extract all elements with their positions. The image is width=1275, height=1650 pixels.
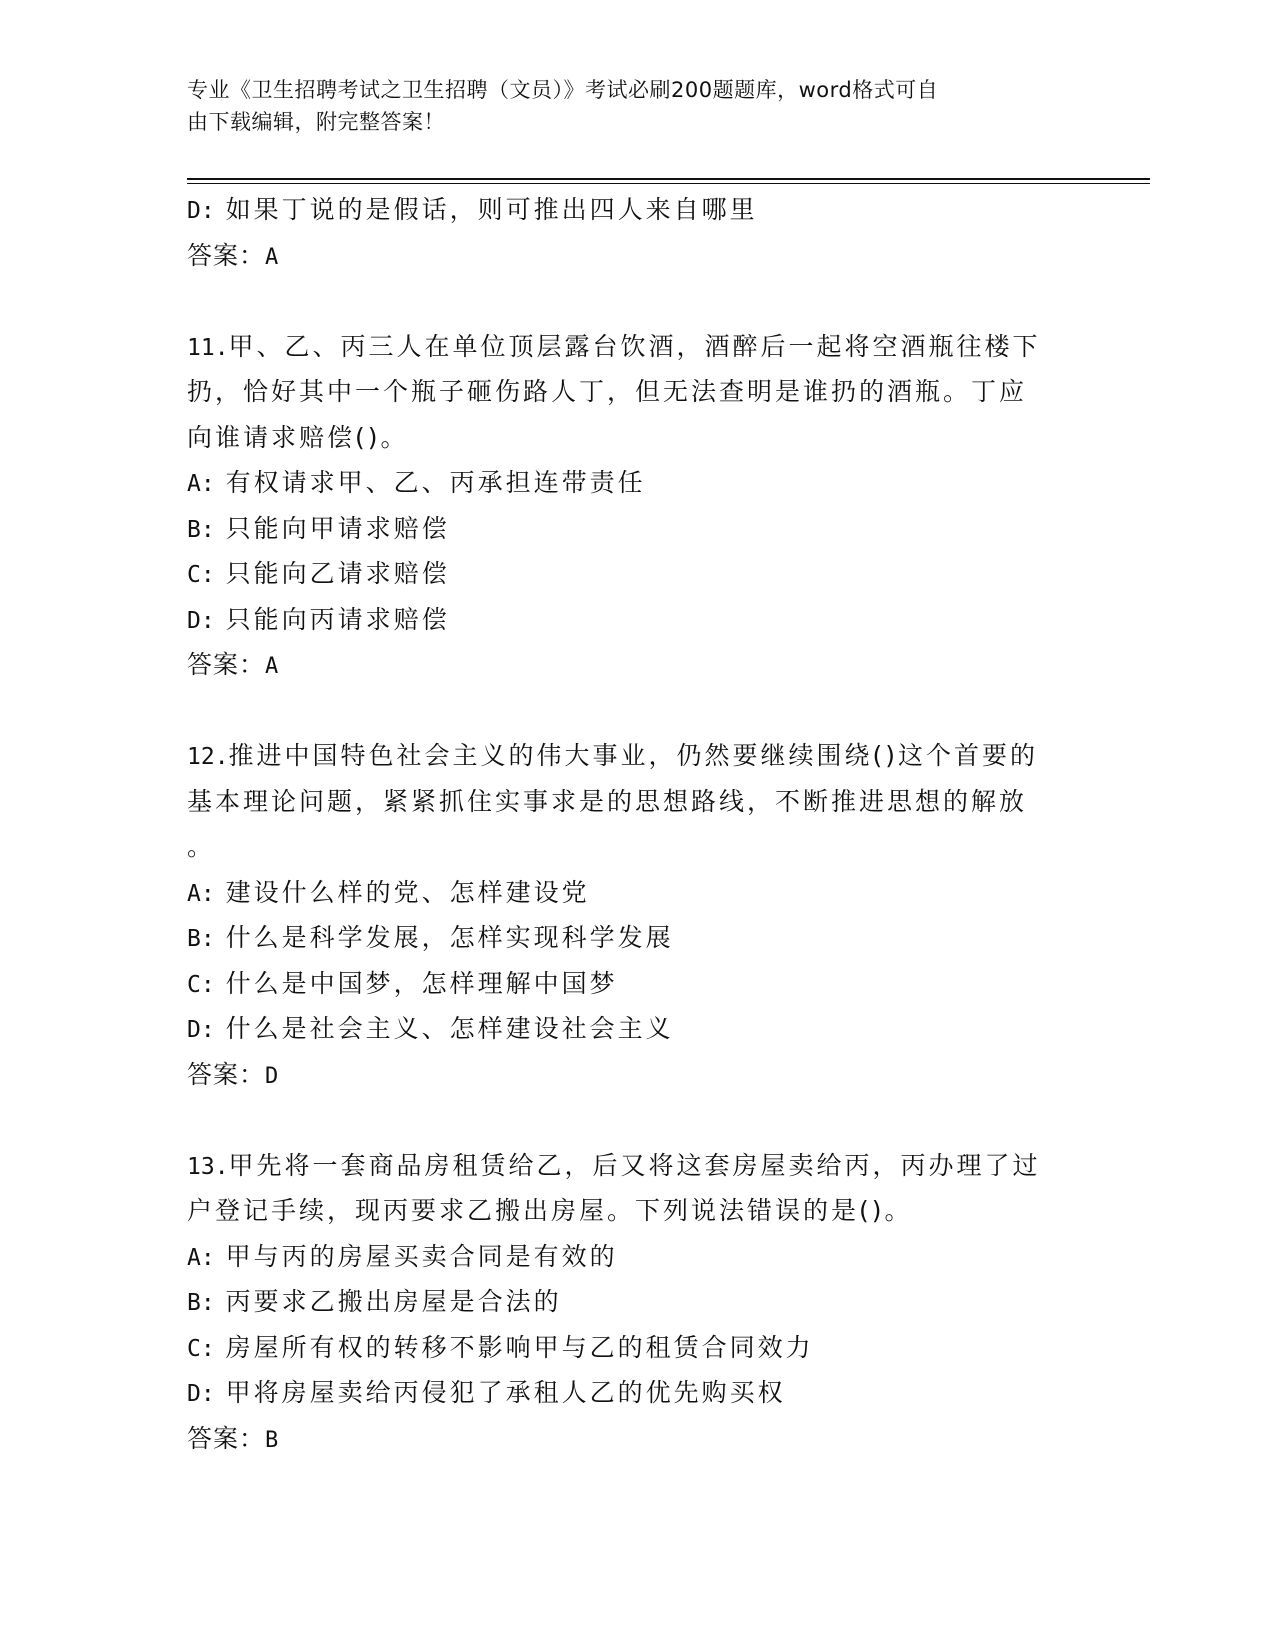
option-a bbox=[187, 870, 1087, 916]
answer-label: 答案： bbox=[187, 1059, 266, 1089]
option-label: A: bbox=[187, 471, 215, 497]
question-content bbox=[187, 187, 1087, 1461]
option-label: B: bbox=[187, 516, 215, 543]
option-label: C: bbox=[187, 562, 215, 588]
option-b bbox=[187, 506, 1087, 552]
option-text: 房屋所有权的转移不影响甲与乙的租赁合同效力 bbox=[225, 1332, 814, 1362]
question-number: 11. bbox=[187, 334, 229, 361]
option-label: D: bbox=[187, 607, 215, 634]
option-d bbox=[187, 597, 1087, 643]
answer bbox=[187, 1416, 1087, 1462]
option-b bbox=[187, 1279, 1087, 1325]
answer-value: B bbox=[265, 1427, 280, 1453]
option-label: A: bbox=[187, 880, 215, 907]
option-label: A: bbox=[187, 1244, 215, 1271]
document-header bbox=[187, 74, 1067, 138]
option-c bbox=[187, 1325, 1087, 1371]
option-text: 甲与丙的房屋买卖合同是有效的 bbox=[225, 1241, 618, 1271]
answer bbox=[187, 642, 1087, 688]
header-line-2: 由下载编辑，附完整答案！ bbox=[187, 110, 445, 134]
answer-value: A bbox=[265, 244, 280, 270]
question-stem-line: 扔，恰好其中一个瓶子砸伤路人丁，但无法查明是谁扔的酒瓶。丁应 bbox=[187, 377, 1028, 406]
option-text: 什么是科学发展，怎样实现科学发展 bbox=[225, 923, 674, 952]
option-label: C: bbox=[187, 971, 215, 998]
spacer bbox=[187, 278, 1087, 324]
question-stem-line bbox=[187, 324, 1087, 370]
answer-label: 答案： bbox=[187, 650, 266, 679]
option-d bbox=[187, 1006, 1087, 1052]
option-label: D: bbox=[187, 1381, 215, 1407]
option-a bbox=[187, 460, 1087, 506]
header-line-1: 专业《卫生招聘考试之卫生招聘（文员）》考试必刷200题题库，word格式可自 bbox=[187, 78, 939, 102]
header-divider-thin bbox=[187, 183, 1150, 184]
answer-value: A bbox=[265, 654, 280, 679]
option-c bbox=[187, 551, 1087, 597]
option-text: 什么是中国梦，怎样理解中国梦 bbox=[225, 968, 618, 998]
option-d bbox=[187, 1370, 1087, 1416]
option-a bbox=[187, 1234, 1087, 1280]
spacer bbox=[187, 688, 1087, 734]
option-label: C: bbox=[187, 1335, 215, 1362]
option-text: 只能向丙请求赔偿 bbox=[225, 604, 450, 634]
question-stem-line bbox=[187, 1143, 1087, 1189]
answer bbox=[187, 1052, 1087, 1098]
header-divider-thick bbox=[187, 178, 1150, 180]
option-text: 建设什么样的党、怎样建设党 bbox=[225, 877, 590, 907]
question-stem-line: 。 bbox=[187, 832, 216, 861]
option-label: D: bbox=[187, 1017, 215, 1043]
option-label: B: bbox=[187, 926, 215, 952]
prev-option-d bbox=[187, 187, 1087, 233]
answer-label: 答案： bbox=[187, 1423, 266, 1453]
option-text: 丙要求乙搬出房屋是合法的 bbox=[225, 1287, 562, 1316]
question-number: 13. bbox=[187, 1153, 229, 1180]
option-b bbox=[187, 915, 1087, 961]
question-stem-line: 向谁请求赔偿()。 bbox=[187, 422, 409, 452]
option-c bbox=[187, 961, 1087, 1007]
answer-value: D bbox=[265, 1063, 280, 1089]
question-stem-line: 基本理论问题，紧紧抓住实事求是的思想路线，不断推进思想的解放 bbox=[187, 786, 1028, 816]
option-label: D: bbox=[187, 198, 215, 224]
question-13 bbox=[187, 1143, 1087, 1462]
prev-answer bbox=[187, 233, 1087, 279]
question-number: 12. bbox=[187, 744, 229, 770]
answer-label: 答案： bbox=[187, 240, 266, 270]
option-text: 有权请求甲、乙、丙承担连带责任 bbox=[225, 468, 646, 497]
question-stem-text: 甲先将一套商品房租赁给乙，后又将这套房屋卖给丙，丙办理了过 bbox=[228, 1150, 1041, 1180]
option-text: 如果丁说的是假话，则可推出四人来自哪里 bbox=[225, 195, 758, 224]
question-11 bbox=[187, 324, 1087, 688]
question-12 bbox=[187, 733, 1087, 1097]
option-label: B: bbox=[187, 1290, 215, 1316]
question-stem-text: 推进中国特色社会主义的伟大事业，仍然要继续围绕()这个首要的 bbox=[228, 741, 1039, 770]
question-stem-text: 甲、乙、丙三人在单位顶层露台饮酒，酒醉后一起将空酒瓶往楼下 bbox=[228, 331, 1041, 361]
question-stem-line bbox=[187, 733, 1087, 779]
question-stem-line: 户登记手续，现丙要求乙搬出房屋。下列说法错误的是()。 bbox=[187, 1196, 913, 1225]
option-text: 甲将房屋卖给丙侵犯了承租人乙的优先购买权 bbox=[225, 1378, 786, 1407]
option-text: 什么是社会主义、怎样建设社会主义 bbox=[225, 1014, 674, 1043]
option-text: 只能向甲请求赔偿 bbox=[225, 513, 450, 543]
spacer bbox=[187, 1097, 1087, 1143]
option-text: 只能向乙请求赔偿 bbox=[225, 559, 450, 588]
